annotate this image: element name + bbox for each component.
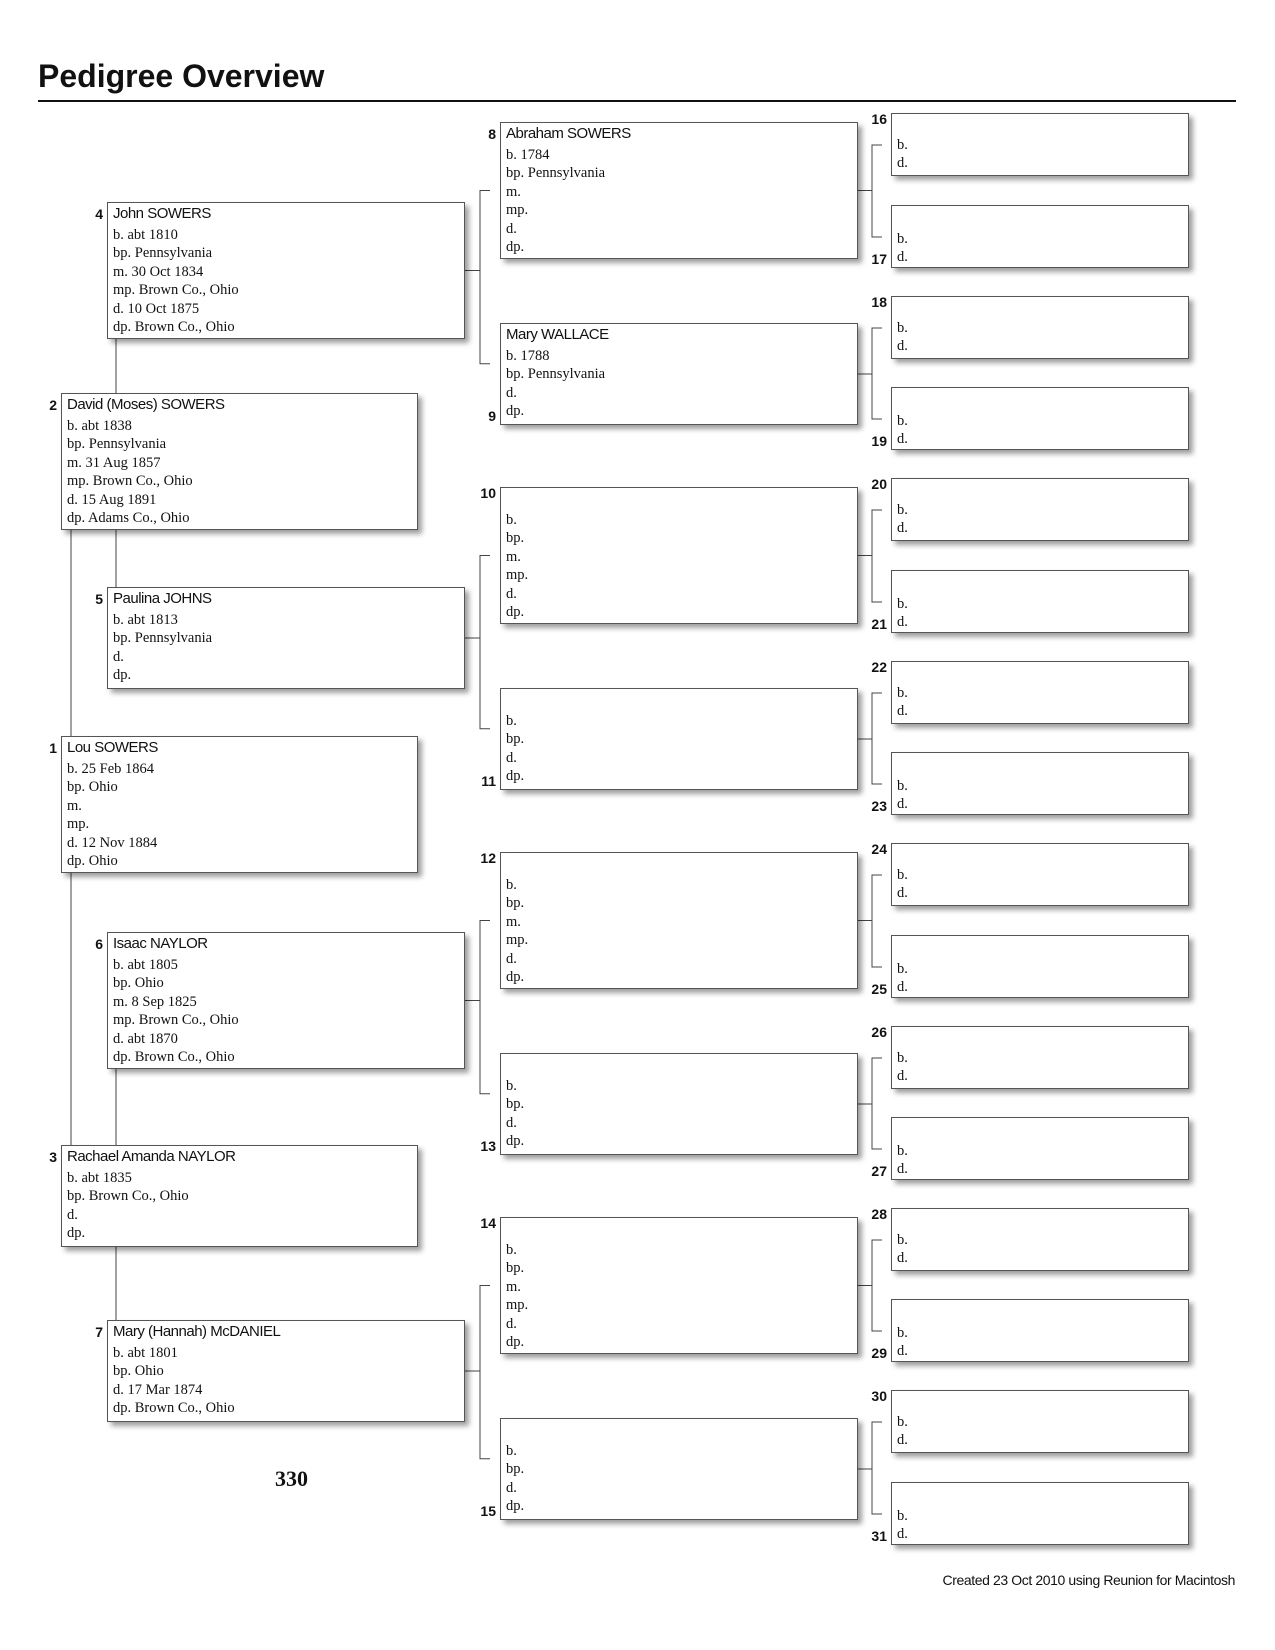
person-detail-line: dp. — [506, 604, 525, 620]
person-detail-line: dp. — [506, 403, 525, 420]
person-detail-line: d. — [897, 796, 908, 812]
person-box-31 — [891, 1482, 1189, 1545]
person-detail-line: b. abt 1801 — [113, 1345, 178, 1361]
person-name: Mary (Hannah) McDANIEL — [113, 1323, 281, 1340]
person-detail-line: dp. Brown Co., Ohio — [113, 1400, 235, 1417]
person-detail-line: m. — [506, 183, 521, 200]
person-box-16 — [891, 113, 1189, 176]
person-detail-line: bp. Pennsylvania — [506, 165, 606, 182]
generation-number: 12 — [480, 850, 496, 866]
person-detail-line: b. — [897, 1325, 908, 1341]
connector-line — [480, 921, 490, 1094]
person-detail-line: m. — [506, 548, 521, 565]
person-detail-line: bp. — [506, 1461, 525, 1478]
connector-line — [480, 191, 490, 364]
generation-number: 10 — [480, 485, 496, 501]
generation-number: 8 — [488, 126, 496, 142]
person-detail-line: m. — [67, 797, 82, 814]
person-detail-line: d. — [897, 1068, 908, 1084]
person-box-23 — [891, 752, 1189, 815]
person-detail-line: dp. — [506, 239, 525, 255]
person-detail-line: b. — [897, 778, 908, 794]
person-detail-line: dp. — [506, 1334, 525, 1350]
person-detail-line: b. — [506, 877, 517, 893]
person-detail-line: b. — [897, 1508, 908, 1524]
person-detail-line: mp. Brown Co., Ohio — [67, 473, 193, 490]
generation-number: 5 — [95, 591, 103, 607]
person-detail-line: m. 30 Oct 1834 — [113, 263, 204, 280]
person-detail-line: m. 8 Sep 1825 — [113, 993, 197, 1010]
person-detail-line: b. abt 1838 — [67, 418, 132, 434]
person-box-9 — [500, 323, 858, 425]
connector-line — [480, 1286, 490, 1459]
person-detail-line: dp. Brown Co., Ohio — [113, 319, 235, 335]
person-detail-line: b. — [897, 137, 908, 153]
person-detail-line: d. — [506, 749, 517, 766]
person-detail-line: mp. — [506, 1297, 529, 1314]
person-name: John SOWERS — [113, 205, 211, 222]
generation-number: 9 — [488, 408, 496, 424]
footer-created: Created 23 Oct 2010 using Reunion for Macintosh — [942, 1572, 1235, 1588]
person-detail-line: d. — [897, 979, 908, 995]
person-box-18 — [891, 296, 1189, 359]
person-box-25 — [891, 935, 1189, 998]
generation-number: 18 — [871, 294, 887, 310]
person-detail-line: d. — [897, 338, 908, 354]
person-detail-line: dp. Ohio — [67, 853, 118, 869]
person-detail-line: d. — [506, 950, 517, 967]
connector-line — [872, 1058, 882, 1149]
person-detail-line: bp. Ohio — [113, 975, 164, 992]
person-detail-line: d. — [897, 155, 908, 171]
person-box-4 — [107, 202, 465, 339]
person-name: Paulina JOHNS — [113, 590, 212, 607]
person-detail-line: b. — [897, 1143, 908, 1159]
person-detail-line: d. — [897, 614, 908, 630]
person-detail-line: bp. Pennsylvania — [113, 630, 213, 647]
generation-number: 14 — [480, 1215, 496, 1231]
person-detail-line: dp. — [506, 1498, 525, 1515]
person-box-26 — [891, 1026, 1189, 1089]
person-detail-line: mp. Brown Co., Ohio — [113, 282, 239, 299]
person-detail-line: bp. — [506, 530, 525, 547]
person-detail-line: b. — [897, 961, 908, 977]
person-detail-line: b. abt 1835 — [67, 1170, 132, 1186]
generation-number: 19 — [871, 433, 887, 449]
person-detail-line: dp. — [113, 667, 132, 684]
person-detail-line: d. — [897, 1250, 908, 1266]
person-detail-line: mp. — [506, 202, 529, 219]
person-detail-line: dp. Brown Co., Ohio — [113, 1049, 235, 1065]
generation-number: 1 — [49, 740, 57, 756]
person-detail-line: bp. Pennsylvania — [506, 366, 606, 383]
person-detail-line: b. — [897, 685, 908, 701]
person-detail-line: d. — [897, 249, 908, 265]
person-detail-line: b. — [897, 502, 908, 518]
person-detail-line: mp. — [67, 816, 90, 833]
person-box-12 — [500, 852, 858, 989]
person-detail-line: b. 1784 — [506, 147, 550, 163]
person-detail-line: b. — [897, 1050, 908, 1066]
person-box-17 — [891, 205, 1189, 268]
person-detail-line: mp. — [506, 932, 529, 949]
person-detail-line: bp. — [506, 731, 525, 748]
person-detail-line: d. — [897, 703, 908, 719]
person-box-28 — [891, 1208, 1189, 1271]
person-detail-line: b. — [897, 320, 908, 336]
person-box-3 — [61, 1145, 418, 1247]
person-detail-line: d. — [897, 520, 908, 536]
person-name: Abraham SOWERS — [506, 125, 631, 142]
page-title: Pedigree Overview — [38, 58, 325, 94]
person-detail-line: b. — [897, 231, 908, 247]
person-detail-line: b. abt 1810 — [113, 227, 178, 243]
person-box-20 — [891, 478, 1189, 541]
person-detail-line: bp. Pennsylvania — [67, 436, 167, 453]
connector-line — [872, 1422, 882, 1514]
generation-number: 17 — [871, 251, 887, 267]
person-detail-line: d. — [506, 1315, 517, 1332]
connector-line — [872, 875, 882, 967]
person-detail-line: d. — [897, 1161, 908, 1177]
person-detail-line: bp. Pennsylvania — [113, 245, 213, 262]
person-detail-line: d. — [506, 1114, 517, 1131]
person-detail-line: b. — [506, 713, 517, 729]
generation-number: 7 — [95, 1324, 103, 1340]
person-detail-line: d. — [897, 1343, 908, 1359]
person-detail-line: dp. — [67, 1225, 86, 1242]
person-detail-line: b. — [506, 1242, 517, 1258]
person-detail-line: b. abt 1813 — [113, 612, 178, 628]
generation-number: 22 — [871, 659, 887, 675]
person-detail-line: m. — [506, 1278, 521, 1295]
person-box-30 — [891, 1390, 1189, 1453]
person-name: Isaac NAYLOR — [113, 935, 208, 952]
connector-line — [480, 556, 490, 729]
generation-number: 28 — [871, 1206, 887, 1222]
person-detail-line: bp. Brown Co., Ohio — [67, 1188, 189, 1205]
person-detail-line: bp. Ohio — [113, 1363, 164, 1380]
generation-number: 29 — [871, 1345, 887, 1361]
connector-line — [872, 1240, 882, 1331]
person-name: David (Moses) SOWERS — [67, 396, 225, 413]
connector-line — [872, 328, 882, 419]
person-detail-line: d. — [113, 648, 124, 665]
person-box-21 — [891, 570, 1189, 633]
person-detail-line: b. 1788 — [506, 348, 550, 364]
generation-number: 20 — [871, 476, 887, 492]
generation-number: 13 — [480, 1138, 496, 1154]
generation-number: 24 — [871, 841, 887, 857]
generation-number: 11 — [481, 773, 496, 789]
person-box-22 — [891, 661, 1189, 724]
person-detail-line: d. — [506, 1479, 517, 1496]
person-detail-line: d. — [506, 585, 517, 602]
person-box-14 — [500, 1217, 858, 1354]
connector-line — [872, 145, 882, 237]
person-detail-line: d. — [506, 220, 517, 237]
person-box-10 — [500, 487, 858, 624]
person-detail-line: m. — [506, 913, 521, 930]
generation-number: 31 — [871, 1528, 887, 1544]
generation-number: 21 — [871, 616, 887, 632]
generation-number: 27 — [871, 1163, 887, 1179]
person-detail-line: d. abt 1870 — [113, 1030, 178, 1047]
person-box-8 — [500, 122, 858, 259]
person-box-13 — [500, 1053, 858, 1155]
generation-number: 4 — [95, 206, 103, 222]
person-detail-line: mp. — [506, 567, 529, 584]
person-box-5 — [107, 587, 465, 689]
person-detail-line: dp. — [506, 768, 525, 785]
generation-number: 6 — [95, 936, 103, 952]
person-detail-line: dp. Adams Co., Ohio — [67, 510, 190, 526]
person-detail-line: bp. — [506, 1260, 525, 1277]
person-detail-line: b. — [506, 1078, 517, 1094]
person-name: Lou SOWERS — [67, 739, 158, 756]
person-detail-line: d. — [506, 384, 517, 401]
person-detail-line: d. 10 Oct 1875 — [113, 300, 200, 317]
generation-number: 15 — [480, 1503, 496, 1519]
person-detail-line: b. abt 1805 — [113, 957, 178, 973]
person-detail-line: d. — [897, 1432, 908, 1448]
person-detail-line: mp. Brown Co., Ohio — [113, 1012, 239, 1029]
person-box-2 — [61, 393, 418, 530]
person-detail-line: d. — [67, 1206, 78, 1223]
person-detail-line: d. — [897, 1526, 908, 1542]
person-detail-line: b. — [897, 596, 908, 612]
person-detail-line: b. — [897, 867, 908, 883]
person-detail-line: dp. — [506, 969, 525, 985]
person-box-7 — [107, 1320, 465, 1422]
generation-number: 30 — [871, 1388, 887, 1404]
person-box-11 — [500, 688, 858, 790]
generation-number: 3 — [49, 1149, 57, 1165]
person-detail-line: b. — [897, 413, 908, 429]
person-detail-line: d. 12 Nov 1884 — [67, 834, 158, 851]
generation-number: 26 — [871, 1024, 887, 1040]
person-box-6 — [107, 932, 465, 1069]
generation-number: 23 — [871, 798, 887, 814]
person-detail-line: b. 25 Feb 1864 — [67, 761, 154, 777]
generation-number: 25 — [871, 981, 887, 997]
person-box-1 — [61, 736, 418, 873]
person-detail-line: bp. Ohio — [67, 779, 118, 796]
person-box-24 — [891, 843, 1189, 906]
person-name: Mary WALLACE — [506, 326, 609, 343]
connector-line — [872, 693, 882, 784]
person-detail-line: d. — [897, 885, 908, 901]
person-detail-line: d. 17 Mar 1874 — [113, 1381, 203, 1398]
person-detail-line: d. — [897, 431, 908, 447]
person-detail-line: m. 31 Aug 1857 — [67, 454, 161, 471]
connector-line — [872, 510, 882, 602]
person-detail-line: bp. — [506, 895, 525, 912]
person-detail-line: b. — [506, 512, 517, 528]
person-box-15 — [500, 1418, 858, 1520]
person-detail-line: b. — [506, 1443, 517, 1459]
person-box-19 — [891, 387, 1189, 450]
person-detail-line: d. 15 Aug 1891 — [67, 491, 157, 508]
generation-number: 16 — [871, 111, 887, 127]
person-detail-line: b. — [897, 1232, 908, 1248]
person-detail-line: bp. — [506, 1096, 525, 1113]
person-detail-line: b. — [897, 1414, 908, 1430]
generation-number: 2 — [49, 397, 57, 413]
person-box-27 — [891, 1117, 1189, 1180]
person-name: Rachael Amanda NAYLOR — [67, 1148, 236, 1165]
person-box-29 — [891, 1299, 1189, 1362]
page-number: 330 — [275, 1466, 308, 1491]
person-detail-line: dp. — [506, 1133, 525, 1150]
